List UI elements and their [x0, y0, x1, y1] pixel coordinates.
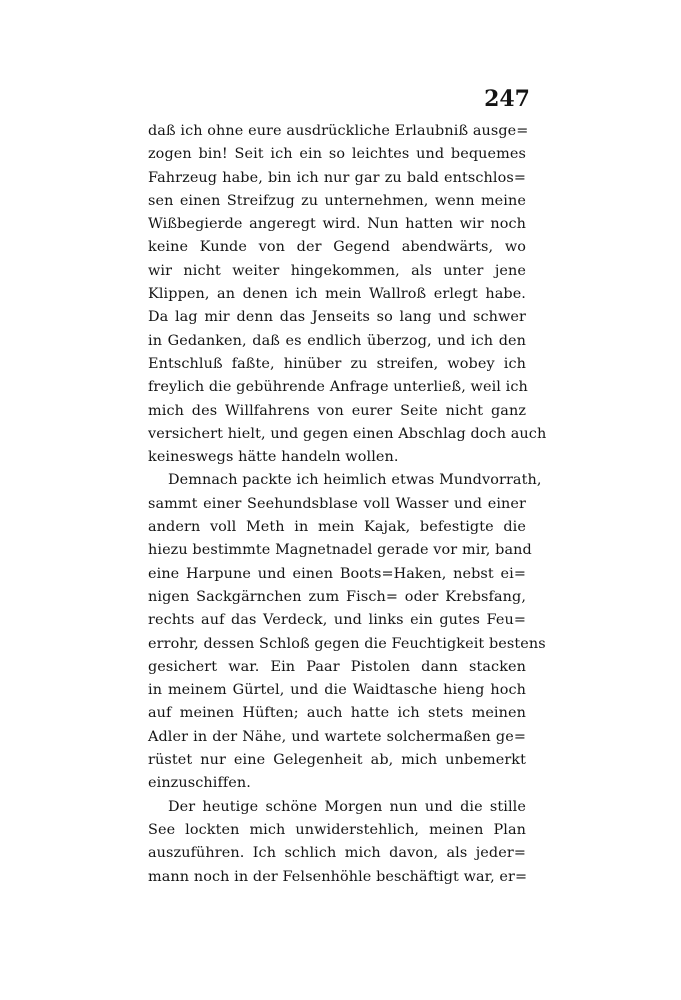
- text-line: auszuführen. Ich schlich mich davon, als jeder=: [148, 845, 526, 862]
- text-line: sammt einer Seehundsblase voll Wasser und einer: [148, 495, 526, 512]
- text-line: rechts auf das Verdeck, und links ein gutes Feu=: [148, 612, 526, 629]
- text-line: nigen Sackgärnchen zum Fisch= oder Krebsfang,: [148, 588, 526, 605]
- text-line: Da lag mir denn das Jenseits so lang und schwer: [148, 309, 526, 326]
- text-line: mann noch in der Felsenhöhle beschäftigt war, er=: [148, 868, 528, 885]
- text-line: eine Harpune und einen Boots=Haken, nebst ei=: [148, 565, 526, 582]
- text-line: Fahrzeug habe, bin ich nur gar zu bald entschlos=: [148, 169, 526, 186]
- text-line: freylich die gebührende Anfrage unterließ, weil ich: [148, 379, 528, 396]
- text-line: in meinem Gürtel, und die Waidtasche hieng hoch: [148, 682, 526, 699]
- text-line: sen einen Streifzug zu unternehmen, wenn meine: [148, 192, 526, 209]
- page-number: 247: [484, 86, 530, 112]
- text-line: keine Kunde von der Gegend abendwärts, wo: [148, 239, 526, 256]
- text-line: errohr, dessen Schloß gegen die Feuchtigkeit bestens: [148, 635, 546, 652]
- text-line: Entschluß faßte, hinüber zu streifen, wobey ich: [148, 355, 526, 372]
- text-line: Adler in der Nähe, und wartete solchermaßen ge=: [148, 728, 526, 745]
- text-line: einzuschiffen.: [148, 775, 251, 792]
- body-text: [148, 120, 547, 889]
- text-line: mich des Willfahrens von eurer Seite nicht ganz: [148, 402, 526, 419]
- text-line: gesichert war. Ein Paar Pistolen dann stacken: [148, 658, 526, 675]
- text-line: auf meinen Hüften; auch hatte ich stets meinen: [148, 705, 526, 722]
- text-line: wir nicht weiter hingekommen, als unter jene: [148, 262, 526, 279]
- text-line: zogen bin! Seit ich ein so leichtes und bequemes: [148, 146, 526, 163]
- text-line: Klippen, an denen ich mein Wallroß erlegt habe.: [148, 286, 526, 303]
- text-line: See lockten mich unwiderstehlich, meinen Plan: [148, 821, 526, 838]
- text-line: keineswegs hätte handeln wollen.: [148, 449, 399, 466]
- text-line: Demnach packte ich heimlich etwas Mundvorrath,: [168, 472, 542, 489]
- text-line: rüstet nur eine Gelegenheit ab, mich unbemerkt: [148, 752, 526, 769]
- text-line: Der heutige schöne Morgen nun und die stille: [168, 798, 526, 815]
- text-line: daß ich ohne eure ausdrückliche Erlaubniß ausge=: [148, 123, 529, 139]
- text-line: in Gedanken, daß es endlich überzog, und ich den: [148, 332, 526, 349]
- text-line: Wißbegierde angeregt wird. Nun hatten wir noch: [148, 216, 526, 233]
- text-line: versichert hielt, und gegen einen Abschlag doch auch: [148, 425, 547, 442]
- text-line: hiezu bestimmte Magnetnadel gerade vor mir, band: [148, 542, 532, 559]
- text-line: andern voll Meth in mein Kajak, befestigte die: [148, 519, 526, 536]
